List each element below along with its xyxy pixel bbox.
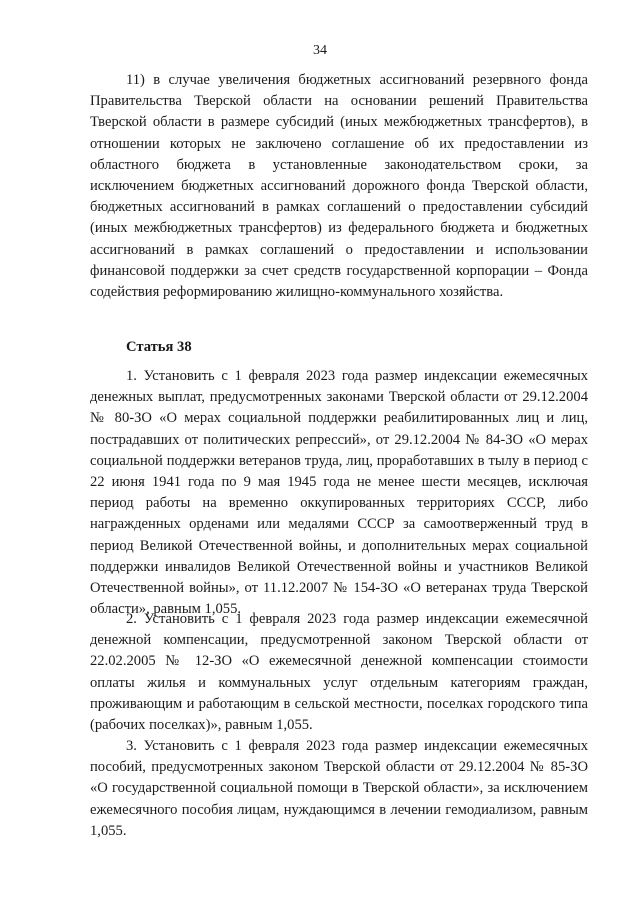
article-para-1-block: [90, 366, 588, 620]
item-11-paragraph: 11) в случае увеличения бюджетных ассигнований резервного фонда Правительства Тверской области на основании решений Правительства Тверской области в размере субсидий (иных межбюджетных трансфертов), в отношении которых не заключено соглашение об их предоставлении из областного бюджета в установленные законодательством сроки, за исключением бюджетных ассигнований дорожного фонда Тверской области, бюджетных ассигнований в рамках соглашений о предоставлении субсидий (иных межбюджетных трансфертов) из федерального бюджета и бюджетных ассигнований в рамках соглашений о предоставлении и использовании финансовой поддержки за счет средств государственной корпорации – Фонда содействия реформированию жилищно-коммунального хозяйства.: [90, 72, 588, 301]
article-para-2-block: [90, 609, 588, 736]
article-heading: Статья 38: [126, 339, 192, 355]
article-para-3-block: [90, 736, 588, 842]
article-paragraph-2: 2. Установить с 1 февраля 2023 года размер индексации ежемесячной денежной компенсации, предусмотренной законом Тверской области от 22.02.2005 № 12-ЗО «О ежемесячной денежной компенсации стоимости оплаты жилья и коммунальных услуг отдельным категориям граждан, проживающим и работающим в сельской местности, поселках городского типа (рабочих поселках)», равным 1,055.: [90, 611, 588, 734]
article-paragraph-3: 3. Установить с 1 февраля 2023 года размер индексации ежемесячных пособий, предусмотренных законом Тверской области от 29.12.2004 № 85-ЗО «О государственной социальной помощи в Тверской области», за исключением ежемесячного пособия лицам, нуждающимся в лечении гемодиализом, равным 1,055.: [90, 738, 588, 839]
article-paragraph-1: 1. Установить с 1 февраля 2023 года размер индексации ежемесячных денежных выплат, предусмотренных законами Тверской области от 29.12.2004 № 80-ЗО «О мерах социальной поддержки реабилитированных лиц и лиц, пострадавших от политических репрессий», от 29.12.2004 № 84-ЗО «О мерах социальной поддержки ветеранов труда, лиц, проработавших в тылу в период с 22 июня 1941 года по 9 мая 1945 года не менее шести месяцев, исключая период работы на временно оккупированных территориях СССР, либо награжденных орденами или медалями СССР за самоотверженный труд в период Великой Отечественной войны, и дополнительных мерах социальной поддержки инвалидов Великой Отечественной войны и участников Великой Отечественной войны», от 11.12.2007 № 154-ЗО «О ветеранах труда Тверской области», равным 1,055.: [90, 368, 588, 618]
item-11-block: [90, 70, 588, 303]
page-number: 34: [313, 43, 327, 58]
